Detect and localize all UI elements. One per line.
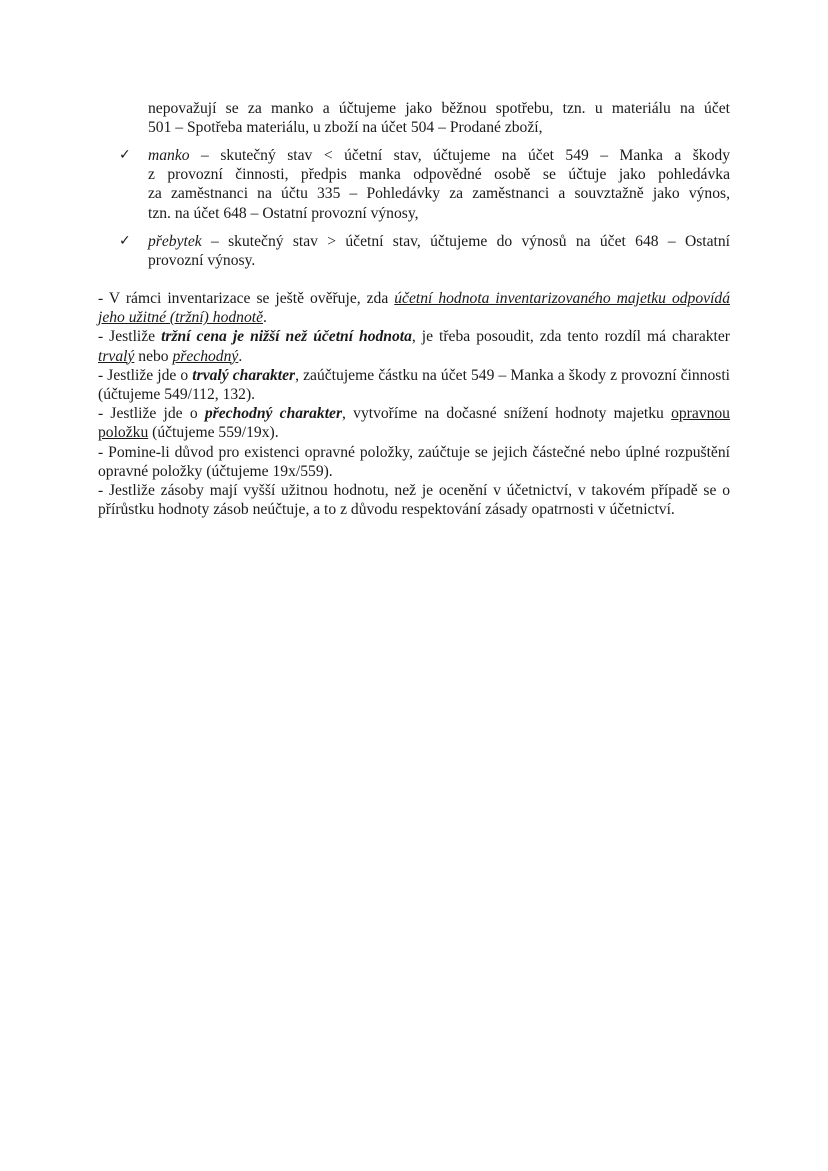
text: . <box>263 309 267 327</box>
text: - V rámci inventarizace se ještě ověřuje, zda <box>98 290 395 307</box>
emphasis-underlined: přechodný <box>172 347 239 365</box>
paragraph <box>98 289 730 327</box>
text: , zaúčtujeme částku na účet 549 – Manka a škody z provozní činnosti (účtujeme 549/112, 132). <box>98 366 730 404</box>
text: , vytvoříme na dočasné snížení hodnoty majetku <box>342 405 672 423</box>
text: . <box>238 347 243 365</box>
checkmark-icon: ✓ <box>119 233 131 249</box>
emphasis-underlined: trvalý <box>98 347 135 365</box>
text: , je třeba posoudit, zda tento rozdíl má charakter <box>411 328 730 346</box>
paragraph <box>98 366 730 404</box>
emphasis-bold: přechodný charakter <box>204 405 343 423</box>
bullet-text: – skutečný stav > účetní stav, účtujeme do výnosů na účet 648 – Ostatní <box>201 233 730 250</box>
emphasis-underlined: účetní hodnota inventarizovaného majetku odpovídá jeho užitné (tržní) hodnotě <box>98 290 730 327</box>
emphasis-bold: tržní cena je nižší než účetní hodnota <box>161 328 412 346</box>
bullet-prebytek <box>119 232 730 270</box>
paragraph: - Jestliže zásoby mají vyšší užitnou hodnotu, než je ocenění v účetnictví, v takovém případě se o přírůstku hodnoty zásob neúčtuje, a to z důvodu respektování zásady opatrnosti v účetnictví. <box>98 482 730 519</box>
term-manko: manko <box>148 147 190 164</box>
continuation-line-2: 501 – Spotřeba materiálu, u zboží na účet 504 – Prodané zboží, <box>148 119 543 137</box>
paragraph: - Pomine-li důvod pro existenci opravné položky, zaúčtuje se jejich částečné nebo úplné rozpuštění opravné položky (účtujeme 19x/559). <box>98 443 730 480</box>
bullet-line: z provozní činnosti, předpis manka odpovědné osobě se účtuje jako pohledávka <box>148 166 730 184</box>
emphasis-bold: trvalý charakter <box>192 366 296 384</box>
bullet-line: za zaměstnanci na účtu 335 – Pohledávky za zaměstnanci a souvztažně jako výnos, <box>148 185 730 203</box>
paragraph <box>98 327 730 365</box>
term-prebytek: přebytek <box>148 233 202 250</box>
bullet-text: – skutečný stav < účetní stav, účtujeme na účet 549 – Manka a škody <box>189 147 730 164</box>
bullet-line: tzn. na účet 648 – Ostatní provozní výnosy, <box>148 204 419 222</box>
continuation-text <box>148 99 730 137</box>
paragraph <box>98 404 730 442</box>
emphasis-underlined: opravnou položku <box>98 405 730 442</box>
text: - Jestliže jde o <box>98 366 193 384</box>
checkmark-icon: ✓ <box>119 147 131 163</box>
paragraphs <box>98 289 730 519</box>
continuation-line-1: nepovažují se za manko a účtujeme jako běžnou spotřebu, tzn. u materiálu na účet <box>148 100 730 117</box>
text: (účtujeme 559/19x). <box>148 424 279 442</box>
text: - Jestliže jde o <box>98 405 205 423</box>
text: - Jestliže <box>98 328 162 346</box>
bullet-manko <box>119 146 730 223</box>
bullet-line: provozní výnosy. <box>148 252 256 270</box>
bullet-line <box>148 146 730 165</box>
text: nebo <box>134 347 173 365</box>
bullet-line <box>148 232 730 251</box>
